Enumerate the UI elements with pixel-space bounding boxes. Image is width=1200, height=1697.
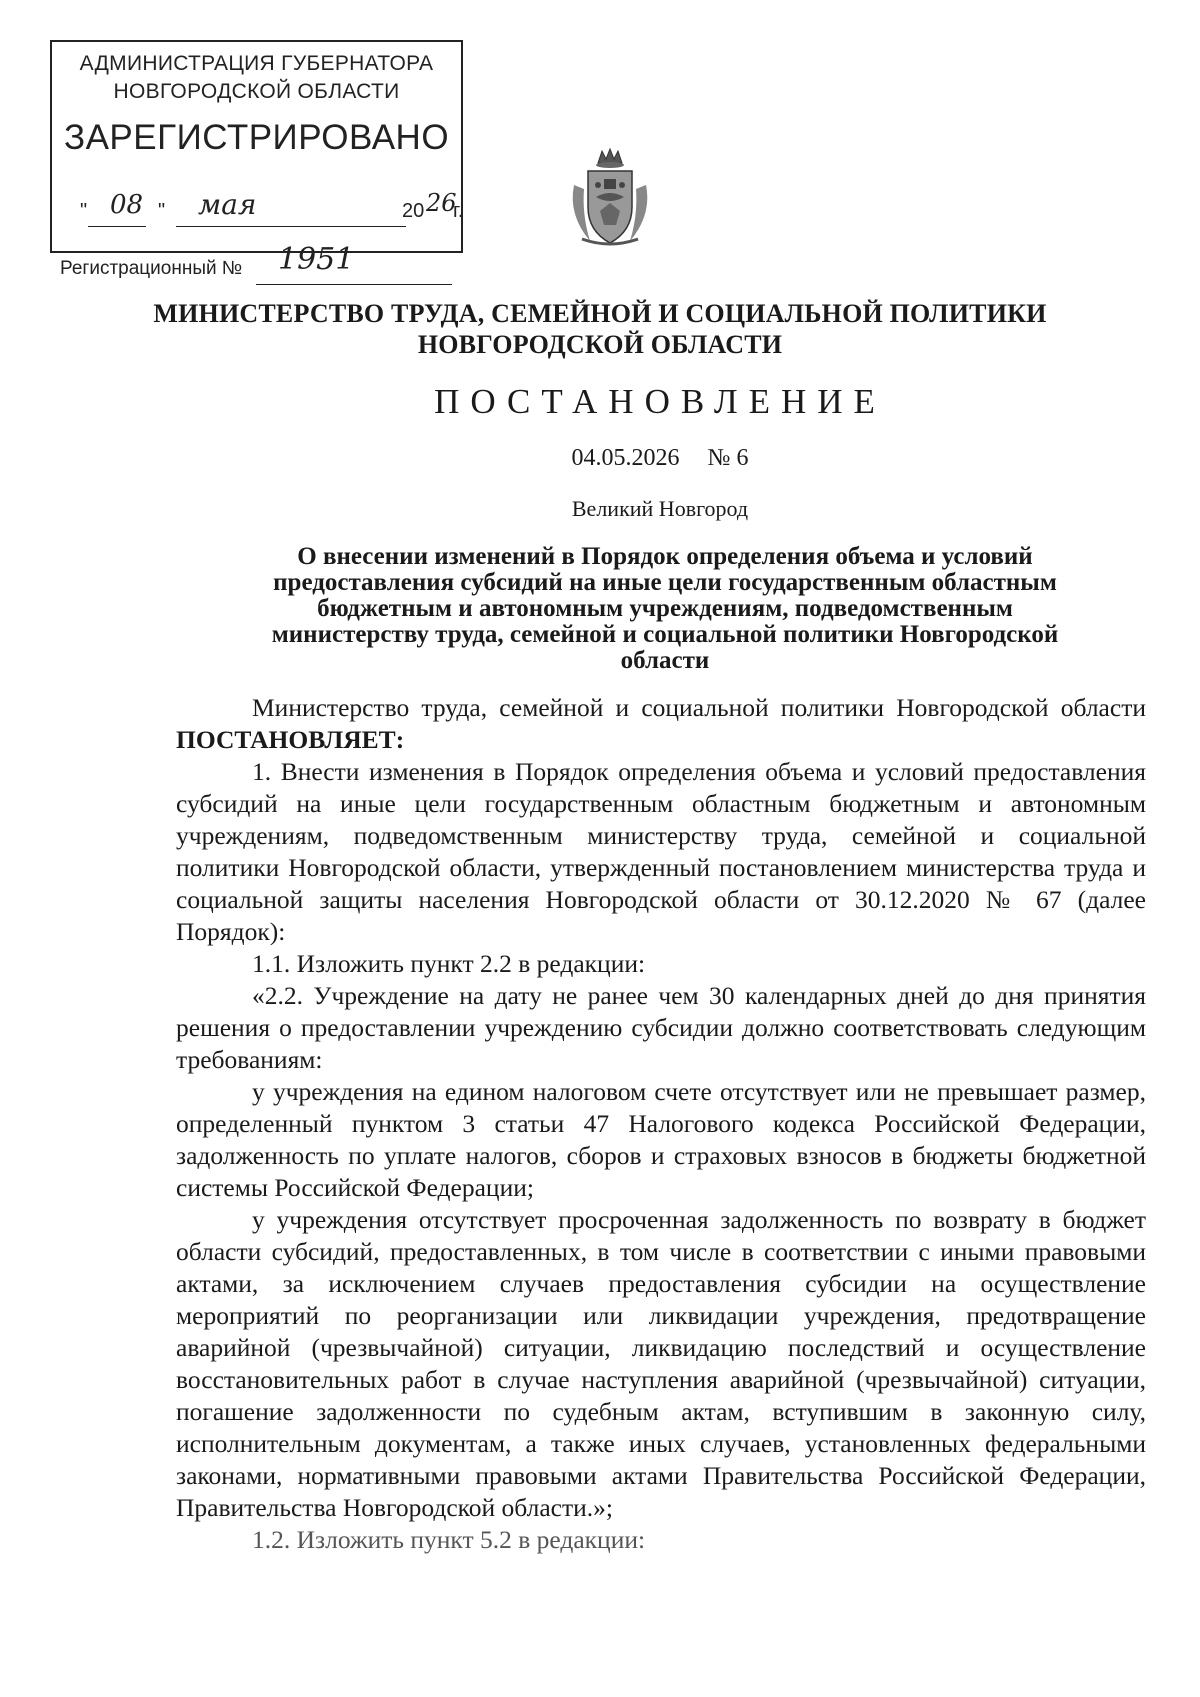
stamp-reg-number: 1951: [278, 242, 355, 277]
subject-line4: министерству труда, семейной и социальной политики Новгородской: [271, 621, 1059, 648]
stamp-day: 08: [110, 190, 144, 220]
subject-line5: области: [620, 647, 710, 674]
document-subject: [215, 544, 1115, 674]
stamp-reg-label: Регистрационный №: [60, 258, 243, 279]
paragraph-1-2: 1.2. Изложить пункт 5.2 в редакции:: [252, 1525, 646, 1554]
stamp-year-unit: г.: [453, 200, 464, 222]
document-city: Великий Новгород: [571, 496, 749, 521]
ministry-line2: НОВГОРОДСКОЙ ОБЛАСТИ: [417, 330, 783, 359]
paragraph-1-1: 1.1. Изложить пункт 2.2 в редакции:: [252, 949, 646, 978]
stamp-year-suffix: 26: [426, 189, 457, 217]
stamp-reg-underline: [256, 284, 452, 285]
stamp-day-underline: [88, 226, 146, 227]
subject-line2: предоставления субсидий на иные цели государственным областным: [273, 569, 1057, 596]
registration-stamp: [50, 40, 464, 279]
paragraph-1: 1. Внести изменения в Порядок определения объема и условий предоставления субсидий на иные цели государственным областным бюджетным и автономным учреждениям, подведомственным министерству труда, семейной и социальной политики Новгородской области, утвержденный постановлением министерства труда и социальной защиты населения Новгородской области от 30.12.2020 № 67 (далее Порядок):: [176, 757, 1146, 946]
stamp-status: ЗАРЕГИСТРИРОВАНО: [63, 118, 450, 157]
stamp-month-underline: [176, 226, 406, 227]
stamp-org-line2: НОВГОРОДСКОЙ ОБЛАСТИ: [113, 80, 400, 103]
paragraph-2-2: «2.2. Учреждение на дату не ранее чем 30 календарных дней до дня принятия решения о предоставлении учреждению субсидии должно соответствовать следующим требованиям:: [176, 981, 1146, 1074]
ministry-line1: МИНИСТЕРСТВО ТРУДА, СЕМЕЙНОЙ И СОЦИАЛЬНОЙ ПОЛИТИКИ: [153, 299, 1047, 328]
stamp-org-line1: АДМИНИСТРАЦИЯ ГУБЕРНАТОРА: [79, 52, 434, 75]
document-body: [176, 692, 1146, 1556]
intro-paragraph: [176, 692, 1146, 756]
stamp-quote-close: ": [158, 200, 166, 222]
ministry-name: [0, 298, 1200, 360]
stamp-date: [80, 188, 464, 230]
document-type: ПОСТАНОВЛЕНИЕ: [434, 382, 886, 421]
document-number: № 6: [707, 445, 749, 471]
coat-of-arms-icon: [560, 145, 660, 250]
stamp-quote-open: ": [80, 200, 88, 222]
stamp-year-prefix: 20: [402, 200, 425, 222]
paragraph-tax-debt: у учреждения на едином налоговом счете отсутствует или не превышает размер, определенный пунктом 3 статьи 47 Налогового кодекса Российской Федерации, задолженность по уплате налогов, сборов и страховых взносов в бюджеты бюджетной системы Российской Федерации;: [176, 1077, 1146, 1202]
date-number: [0, 445, 1200, 472]
document-date: 04.05.2026: [571, 445, 680, 471]
subject-line1: О внесении изменений в Порядок определения объема и условий: [297, 543, 1033, 570]
stamp-registration: [60, 244, 460, 284]
decree-word: ПОСТАНОВЛЯЕТ:: [176, 725, 405, 754]
subject-line3: бюджетным и автономным учреждениям, подведомственным: [317, 595, 1013, 622]
paragraph-subsidy-debt: у учреждения отсутствует просроченная задолженность по возврату в бюджет области субсидий, предоставленных, в том числе в соответствии с иными правовыми актами, за исключением случаев предоставления субсидии на осуществление мероприятий по реорганизации или ликвидации учреждения, предотвращение аварийной (чрезвычайной) ситуации, ликвидацию последствий и осуществление восстановительных работ в случае наступления аварийной (чрезвычайной) ситуации, погашение задолженности по судебным актам, вступившим в законную силу, исполнительным документам, а также иных случаев, установленных федеральными законами, нормативными правовыми актами Правительства Российской Федерации, Правительства Новгородской области.»;: [176, 1205, 1146, 1522]
stamp-month: мая: [198, 188, 257, 221]
intro-text: Министерство труда, семейной и социальной политики Новгородской области: [252, 693, 1146, 722]
